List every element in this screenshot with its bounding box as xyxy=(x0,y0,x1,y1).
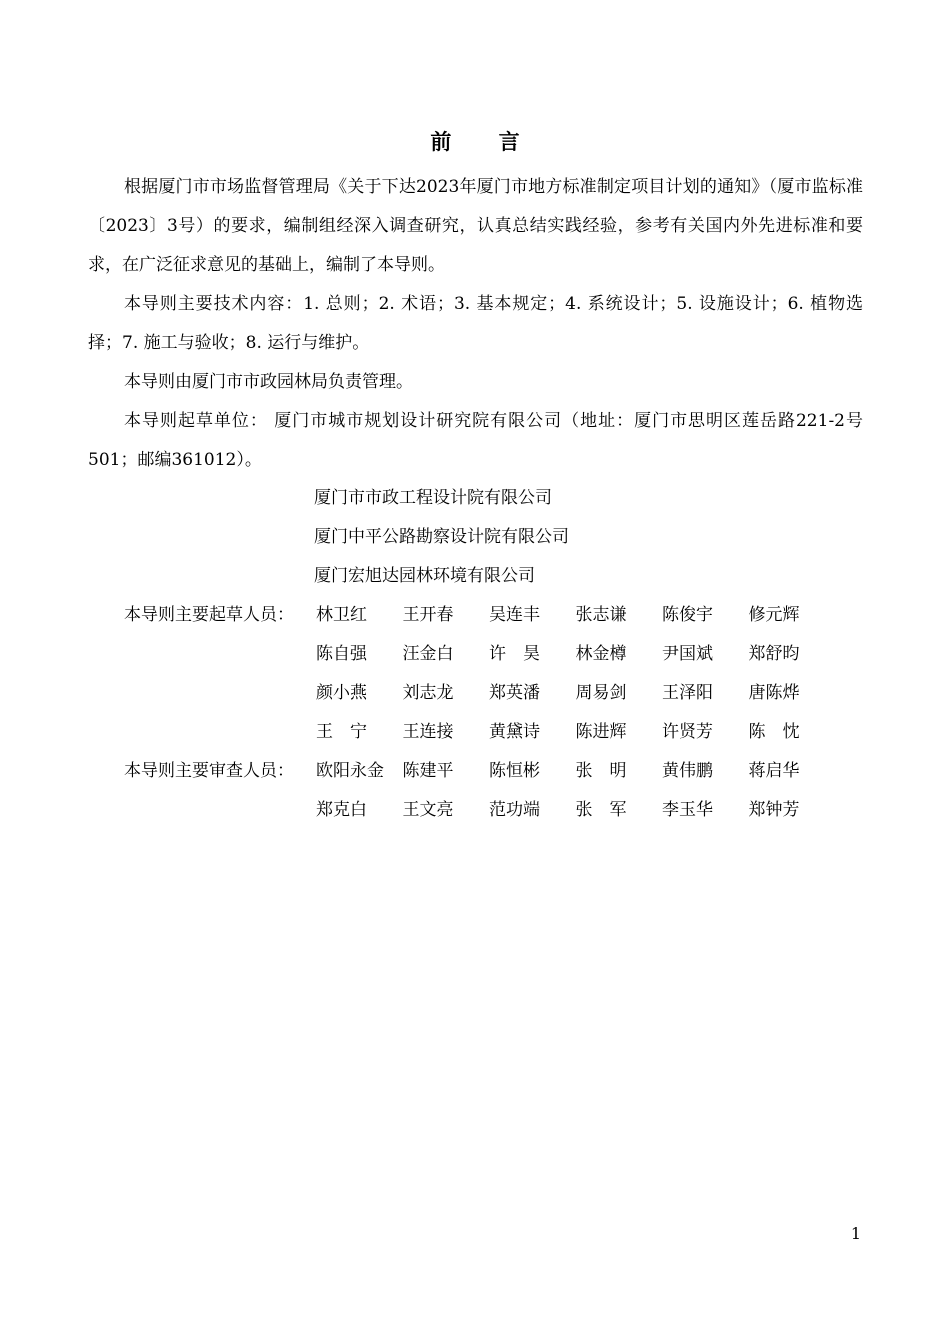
drafter-name: 许 昊 xyxy=(489,644,540,664)
page-number: 1 xyxy=(850,1224,861,1243)
drafter-name: 郑舒昀 xyxy=(748,644,800,664)
drafter-name: 陈进辉 xyxy=(575,722,627,742)
reviewer-name: 郑钟芳 xyxy=(748,800,800,820)
drafter-name: 王连接 xyxy=(402,722,454,742)
drafter-name: 王开春 xyxy=(402,605,454,625)
drafter-name: 汪金白 xyxy=(402,644,454,664)
paragraph-technical-content: 本导则主要技术内容：1. 总则；2. 术语；3. 基本规定；4. 系统设计；5. 设施设计；6. 植物选择；7. 施工与验收；8. 运行与维护。 xyxy=(88,294,863,353)
drafter-name: 周易剑 xyxy=(575,683,627,703)
drafter-name: 林金樽 xyxy=(575,644,627,664)
reviewer-name: 黄伟鹏 xyxy=(662,761,713,781)
reviewer-name: 范功端 xyxy=(489,800,540,820)
drafter-name: 修元辉 xyxy=(748,605,800,625)
drafter-name: 黄黛诗 xyxy=(489,722,540,742)
drafter-name: 尹国斌 xyxy=(662,644,713,664)
reviewer-name: 张 军 xyxy=(575,800,627,820)
drafters-label: 本导则主要起草人员： xyxy=(124,605,294,625)
paragraph-drafting-unit: 本导则起草单位： 厦门市城市规划设计研究院有限公司（地址：厦门市思明区莲岳路221-2号501；邮编361012）。 xyxy=(88,411,863,470)
drafter-name: 颜小燕 xyxy=(316,683,367,703)
drafter-name: 郑英潘 xyxy=(489,683,540,703)
reviewer-name: 王文亮 xyxy=(402,800,454,820)
drafter-name: 许贤芳 xyxy=(662,722,713,742)
paragraph-background: 根据厦门市市场监督管理局《关于下达2023年厦门市地方标准制定项目计划的通知》（厦市监标准〔2023〕3号）的要求，编制组经深入调查研究，认真总结实践经验，参考有关国内外先进标准和要求，在广泛征求意见的基础上，编制了本导则。 xyxy=(88,177,863,275)
drafting-unit-3: 厦门宏旭达园林环境有限公司 xyxy=(314,566,535,586)
reviewer-name: 陈建平 xyxy=(402,761,454,781)
page-title: 前 言 xyxy=(430,129,540,154)
drafter-name: 陈俊宇 xyxy=(662,605,713,625)
drafter-name: 林卫红 xyxy=(316,605,367,625)
drafter-name: 刘志龙 xyxy=(402,683,454,703)
drafter-name: 张志谦 xyxy=(575,605,627,625)
reviewer-name: 蒋启华 xyxy=(748,761,800,781)
paragraph-management: 本导则由厦门市市政园林局负责管理。 xyxy=(124,372,413,392)
drafter-name: 唐陈烨 xyxy=(748,683,800,703)
reviewers-label: 本导则主要审查人员： xyxy=(124,761,294,781)
drafter-name: 王 宁 xyxy=(316,722,367,742)
drafter-name: 陈 忱 xyxy=(748,722,800,742)
reviewer-name: 陈恒彬 xyxy=(489,761,540,781)
drafting-unit-1: 厦门市市政工程设计院有限公司 xyxy=(314,488,552,508)
drafting-unit-2: 厦门中平公路勘察设计院有限公司 xyxy=(314,527,569,547)
drafter-name: 陈自强 xyxy=(316,644,367,664)
reviewer-name: 郑克白 xyxy=(316,800,367,820)
reviewer-name: 李玉华 xyxy=(662,800,713,820)
drafter-name: 吴连丰 xyxy=(489,605,540,625)
reviewer-name: 欧阳永金 xyxy=(316,761,384,781)
reviewer-name: 张 明 xyxy=(575,761,627,781)
drafter-name: 王泽阳 xyxy=(662,683,713,703)
